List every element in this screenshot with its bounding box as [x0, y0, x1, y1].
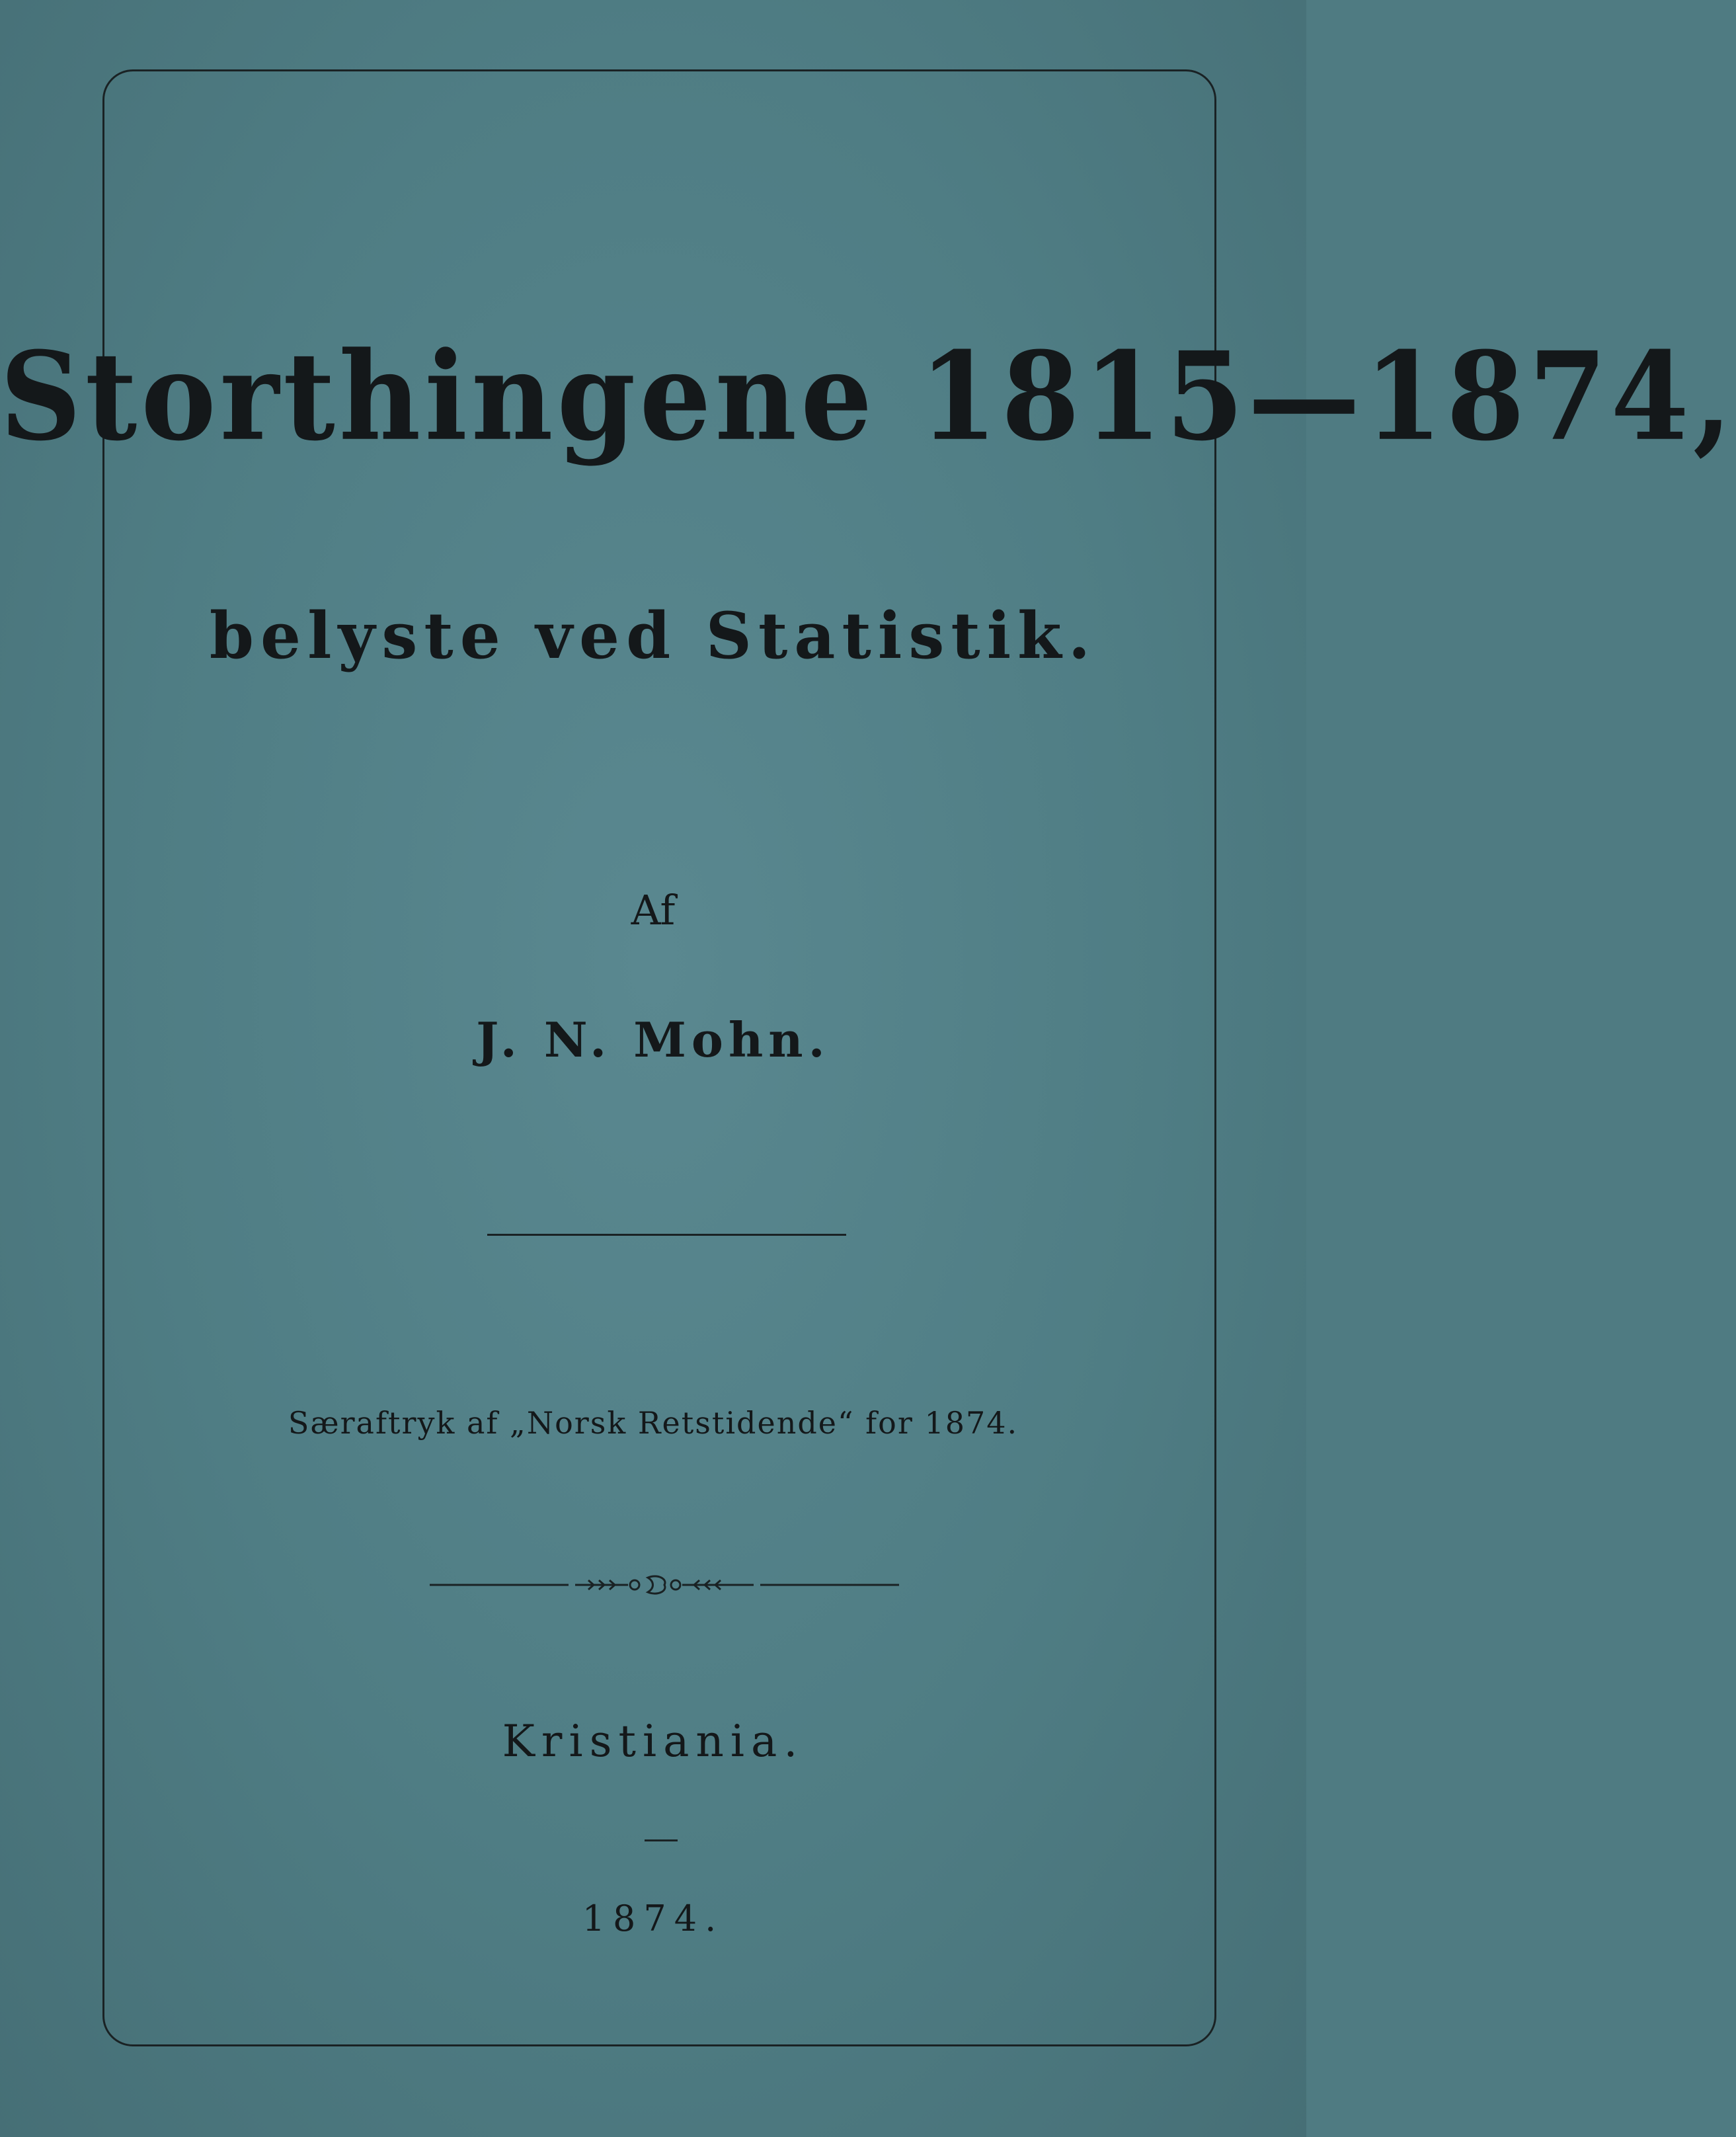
divider-rule — [487, 1234, 846, 1236]
ornament-divider — [430, 1568, 899, 1601]
short-dash — [645, 1839, 678, 1841]
publication-place: Kristiania. — [502, 1716, 805, 1767]
by-label: Af — [631, 886, 676, 934]
book-title: Storthingene 1815—1874, — [0, 325, 1736, 468]
author-name: J. N. Mohn. — [476, 1012, 830, 1068]
reprint-note: Særaftryk af „Norsk Retstidende“ for 1874. — [288, 1405, 1019, 1441]
publication-year: 1874. — [582, 1898, 725, 1939]
book-subtitle: belyste ved Statistik. — [209, 598, 1097, 673]
